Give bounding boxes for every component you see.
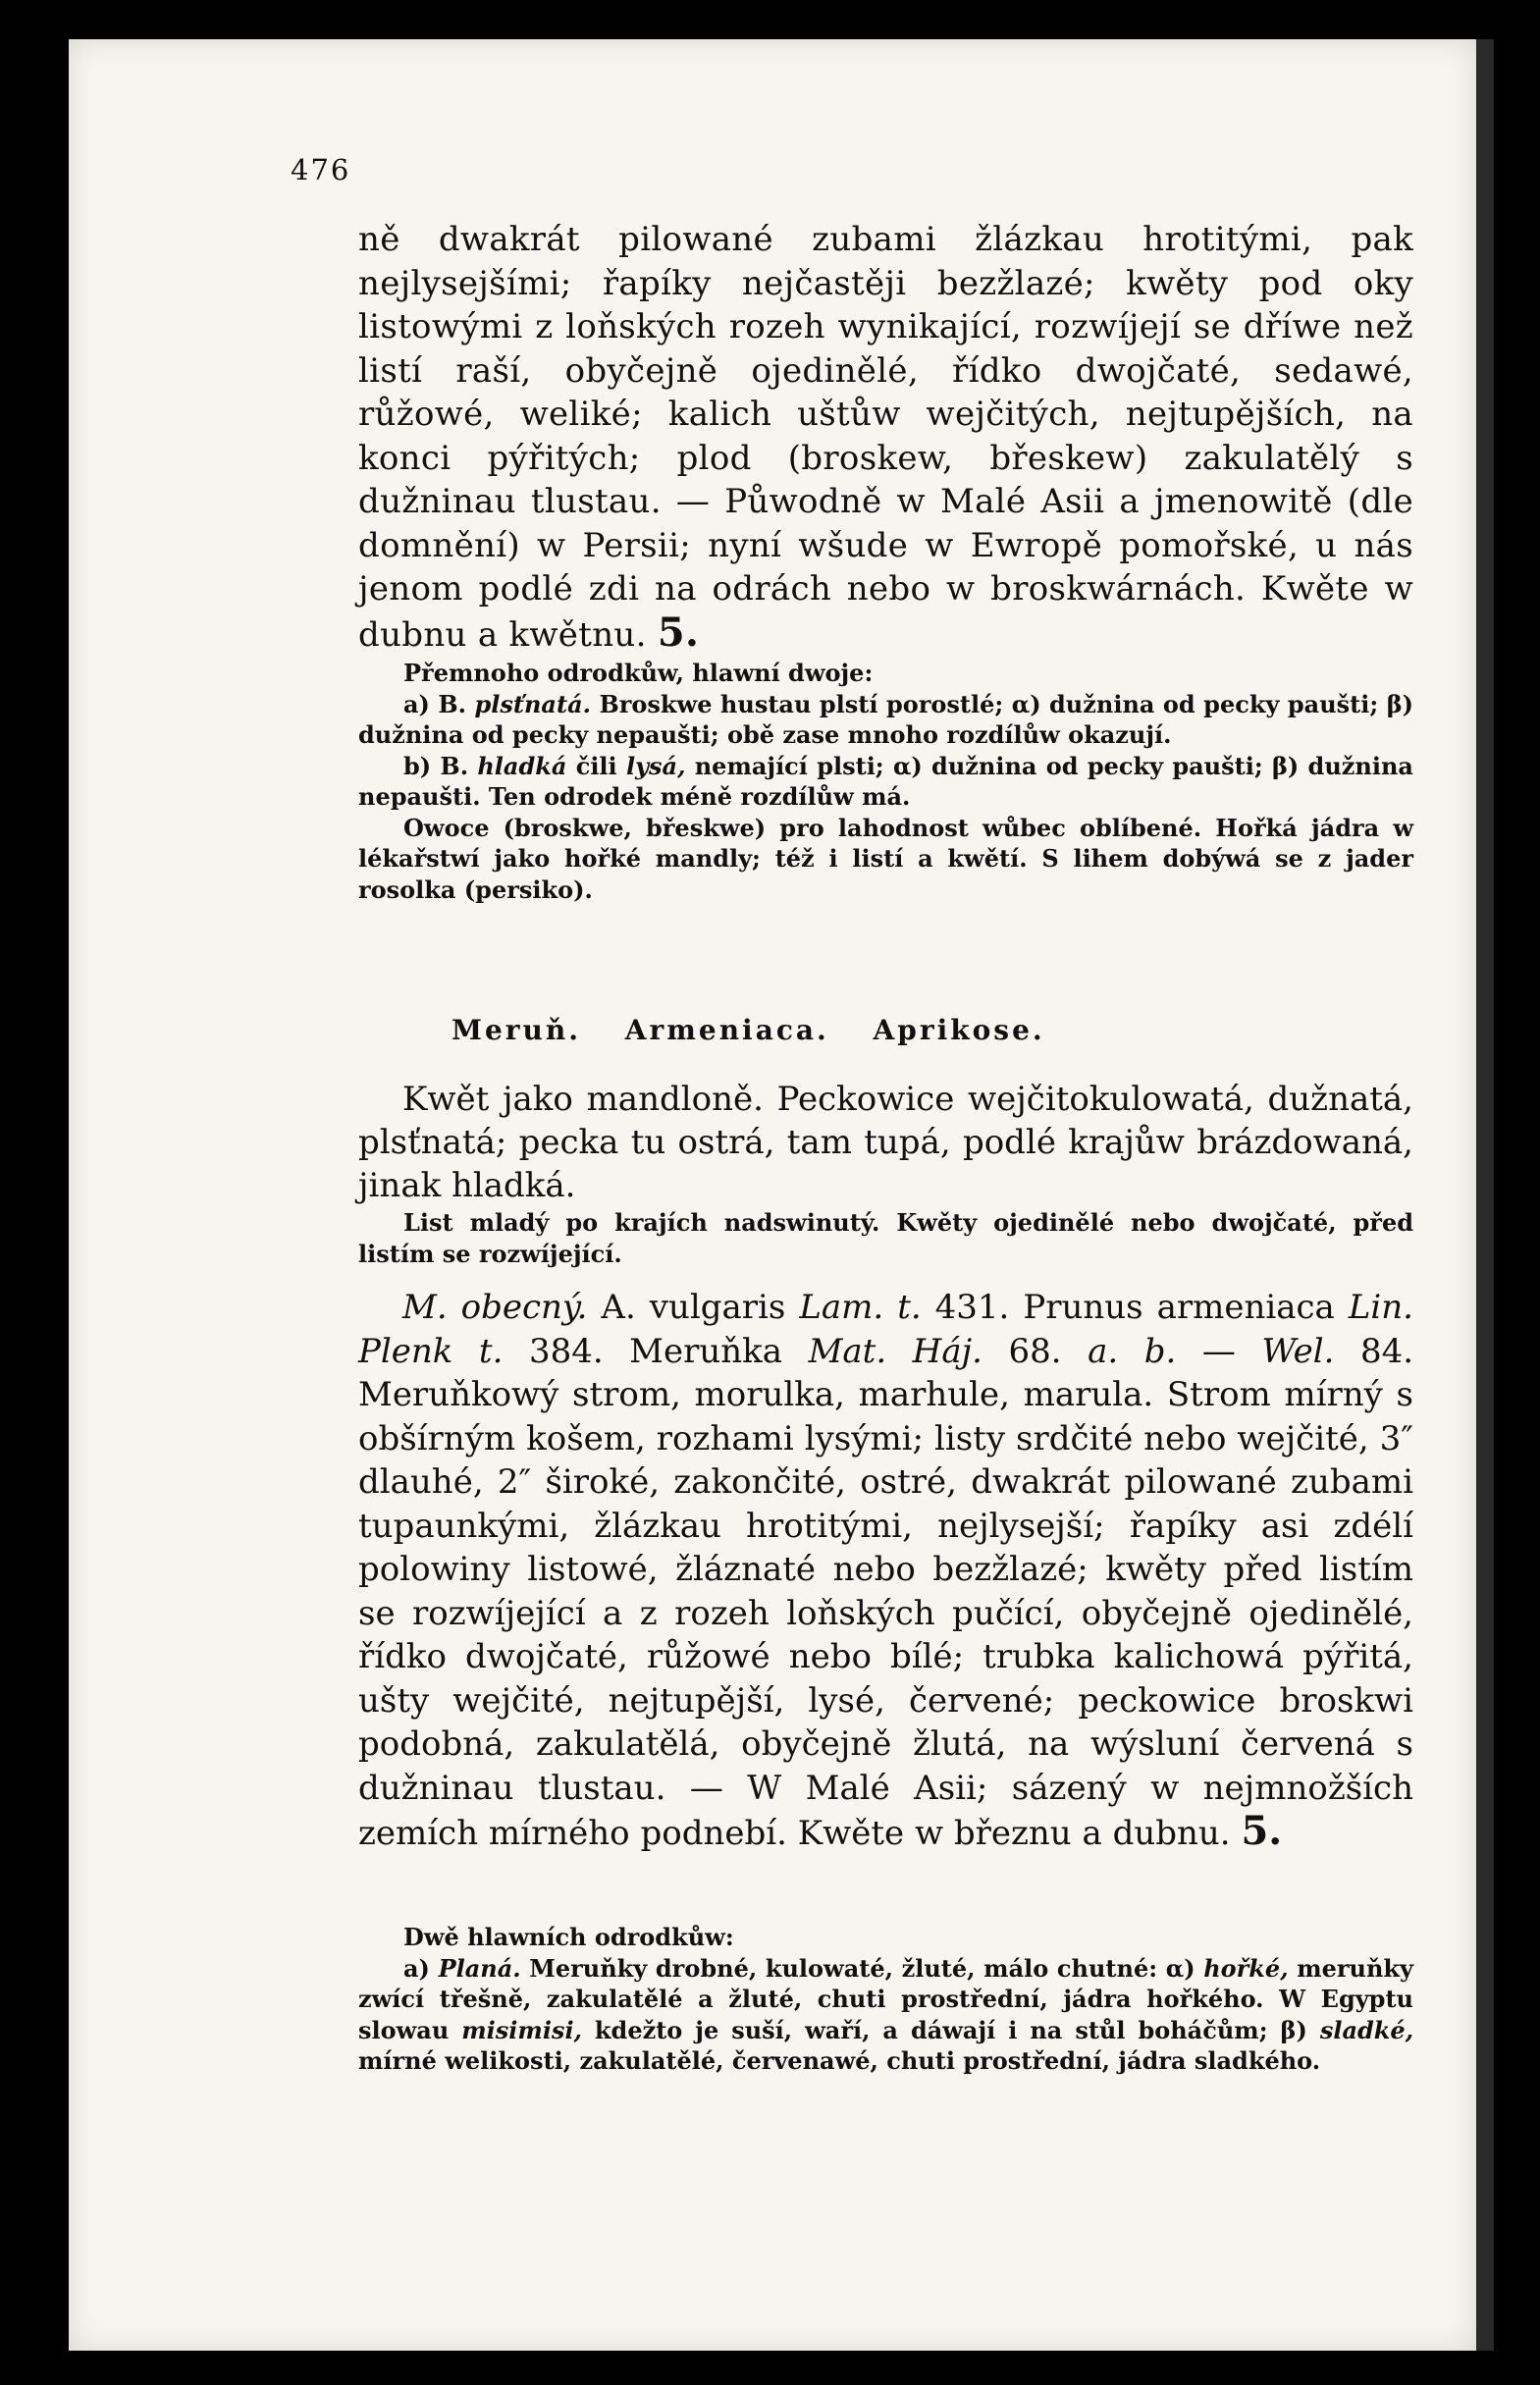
peach-description-text: ně dwakrát pilowané zubami žlázkau hrotitými, pak nejlysejšími; řapíky nejčastěji bezžlazé; kwěty pod oky listowými z loňských rozeh wynikající, rozwíjejí se dříwe než listí raší, obyčejně ojedinělé, řídko dwojčaté, sedawé, růžowé, weliké; kalich uštůw wejčitých, nejtupějších, na konci pýřitých; plod (broskew, břeskew) zakulatělý s dužninau tlustau. — Půwodně w Malé Asii a jmenowitě (dle domnění) w Persii; nyní wšude w Ewropě pomořské, u nás jenom podlé zdi na odrách nebo w broskwárnách. Kwěte w dubnu a kwětnu. [358,220,1413,655]
leaf-note [358,1207,1413,1269]
variety-b-name: hladká [477,751,567,780]
species-latin: A. vulgaris [601,1288,786,1327]
species-entry [358,1286,1413,1856]
varieties-intro: Dwě hlawních odrodkůw: [403,1923,734,1951]
variety-b-synonym: lysá, [625,751,686,780]
genus-heading [451,1014,1335,1046]
variety-b-label: b) B. [403,751,469,780]
variety-a-text-3: kdežto je suší, waří, a dáwají i na stůl boháčům; [594,2015,1268,2044]
variety-a-label: a) B. [403,689,467,718]
variety-a-text: Meruňky drobné, kulowaté, žluté, málo chutné: α) [529,1953,1195,1983]
ref-dash: — [1201,1331,1236,1371]
leaf-note-text: List mladý po krajích nadswinutý. Kwěty ojedinělé nebo dwojčaté, před listím se rozwíjející. [358,1208,1413,1268]
page-number: 476 [291,153,351,186]
peach-varieties-note [358,658,1413,905]
ref-mat: Mat. Háj. [808,1331,982,1371]
apricot-varieties-note [358,1922,1413,2077]
variety-b-name: sladké, [1319,2015,1414,2044]
variety-a [358,689,1413,751]
page-edge-shadow [1476,39,1494,2351]
variety-b [358,751,1413,813]
ref-lin: Lin. Plenk t. [358,1288,1413,1371]
genus-czech-name: Meruň. [451,1014,582,1046]
variety-b-label: β) [1280,2015,1307,2044]
variety-a [358,1953,1413,2077]
variety-b-text: nemající plsti; α) dužnina od pecky paušti; β) dužnina nepaušti. Ten odrodek méně rozdílůw má. [358,751,1413,811]
species-description: 84. Meruňkowý strom, morulka, marhule, marula. Strom mírný s obšírným košem, rozhami lysými; listy srdčité nebo wejčité, 3″ dlauhé, 2″ široké, zakončité, ostré, dwakrát pilowané zubami tupaunkými, žlázkau hrotitými, nejlysejší; řapíky asi zdélí polowiny listowé, žláznaté nebo bezžlazé; kwěty před listím se rozwíjející a z rozeh loňských pučící, obyčejně ojedinělé, řídko dwojčaté, růžowé nebo bílé; trubka kalichowá pýřitá, ušty wejčité, nejtupější, lysé, červené; peckowice broskwi podobná, zakulatělá, obyčejně žlutá, na wýsluní červená s dužninau tlustau. — W Malé Asii; sázený w nejmnožších zemích mírného podnebí. Kwěte w březnu a dubnu. [358,1331,1414,1853]
variety-a-label: a) [403,1953,430,1983]
variety-a-text-2: meruňky zwící třešně, zakulatělé a žluté, chuti prostřední, jádra hořkého. W Egyptu slowau [358,1953,1413,2044]
ref-mat-ab: a. b. [1088,1331,1177,1371]
peach-uses: Owoce (broskwe, břeskwe) pro lahodnost wůbec oblíbené. Hořká jádra w lékařstwí jako hořké mandly; též i listí a kwětí. S lihem dobýwá se z jader rosolka (persiko). [358,813,1413,904]
variety-a-name: plsťnatá. [474,689,591,718]
paragraph-mark: 5. [657,609,700,656]
paragraph-mark: 5. [1241,1808,1283,1854]
genus-latin-name: Armeniaca. [624,1014,829,1046]
varieties-intro: Přemnoho odrodkůw, hlawní dwoje: [403,659,874,687]
genus-german-name: Aprikose. [873,1014,1045,1046]
paragraph-peach-description [358,218,1413,657]
ref-lin-num: 384. Meruňka [528,1331,783,1371]
species-name: M. obecný. [402,1288,588,1327]
variety-a-egyptian-name: misimisi, [461,2015,582,2044]
variety-a-name: Planá. [438,1953,521,1983]
variety-a-text: Broskwe hustau plstí porostlé; α) dužnina od pecky paušti; β) dužnina od pecky nepaušti; obě zase mnoho rozdílůw okazují. [358,689,1413,749]
ref-lam: Lam. t. [799,1288,922,1327]
variety-b-text: mírné welikosti, zakulatělé, červenawé, chuti prostřední, jádra sladkého. [358,2046,1321,2075]
ref-wel: Wel. [1261,1331,1335,1371]
genus-description: Kwět jako mandloně. Peckowice wejčitokulowatá, dužnatá, plsťnatá; pecka tu ostrá, tam tupá, podlé krajůw brázdowaná, jinak hladká. [358,1080,1413,1205]
ref-mat-num: 68. [1008,1331,1062,1371]
variety-a-bitter: hořké, [1203,1953,1289,1983]
ref-lam-num: 431. Prunus armeniaca [934,1288,1335,1327]
variety-b-conjunction: čili [575,751,617,780]
